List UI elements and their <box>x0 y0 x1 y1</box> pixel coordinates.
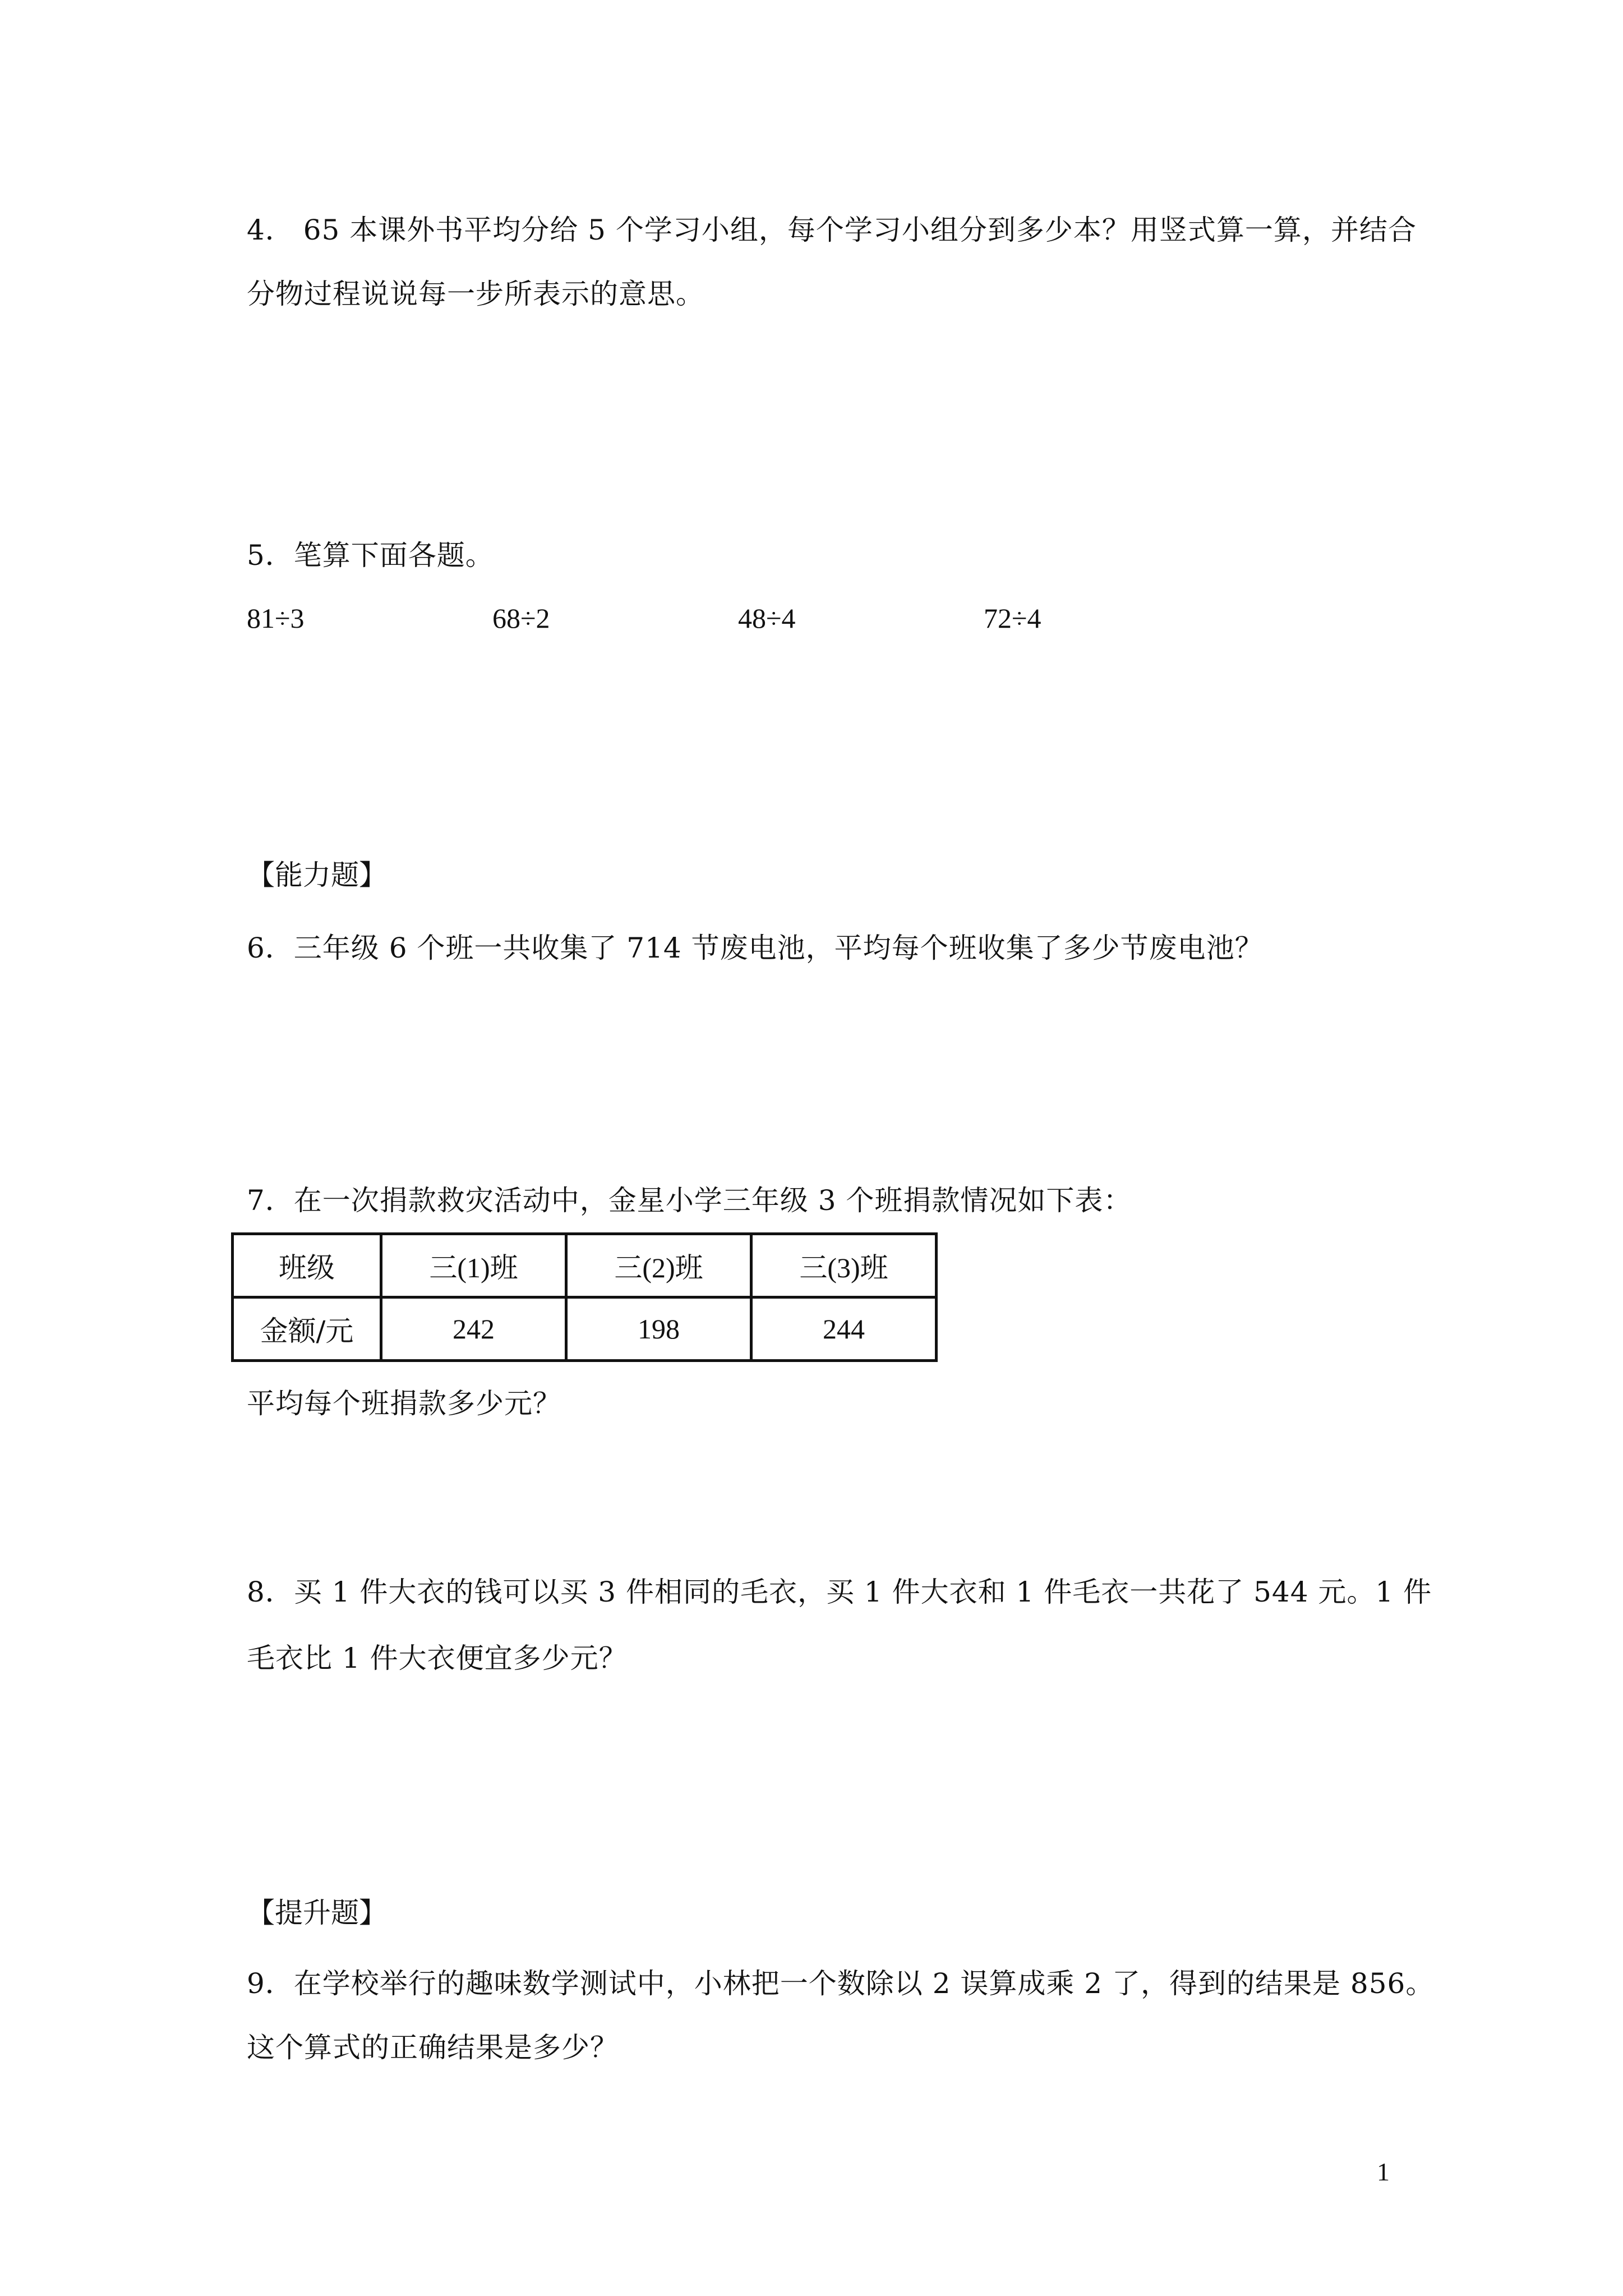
section-advanced-heading: 【提升题】 <box>247 1897 387 1929</box>
donation-table <box>231 1232 938 1362</box>
question-8-line-1: 8．买 1 件大衣的钱可以买 3 件相同的毛衣，买 1 件大衣和 1 件毛衣一共花了 544 元。1 件 <box>247 1576 1432 1608</box>
table-header-row <box>233 1234 937 1297</box>
question-4-line-1: 4． 65 本课外书平均分给 5 个学习小组，每个学习小组分到多少本？用竖式算一算，并结合 <box>247 214 1417 246</box>
question-9-line-2: 这个算式的正确结果是多少？ <box>247 2031 619 2064</box>
question-5-title: 5．笔算下面各题。 <box>247 539 494 572</box>
question-9-line-1: 9．在学校举行的趣味数学测试中，小林把一个数除以 2 误算成乘 2 了，得到的结果是 856。 <box>247 1967 1435 2000</box>
question-7-title: 7．在一次捐款救灾活动中，金星小学三年级 3 个班捐款情况如下表： <box>247 1184 1132 1217</box>
division-expression-4: 72÷4 <box>984 602 1041 634</box>
question-7-question: 平均每个班捐款多少元？ <box>247 1387 561 1420</box>
question-6-text: 6．三年级 6 个班一共收集了 714 节废电池，平均每个班收集了多少节废电池？ <box>247 932 1264 964</box>
question-4-line-2: 分物过程说说每一步所表示的意思。 <box>247 278 704 310</box>
table-header-cell: 班级 <box>233 1234 381 1297</box>
table-cell: 金额/元 <box>233 1297 381 1361</box>
question-8-line-2: 毛衣比 1 件大衣便宜多少元？ <box>247 1642 628 1674</box>
table-header-cell: 三(1)班 <box>381 1234 566 1297</box>
table-header-cell: 三(2)班 <box>566 1234 751 1297</box>
table-cell: 242 <box>381 1297 566 1361</box>
division-expression-2: 68÷2 <box>492 602 550 634</box>
table-header-cell: 三(3)班 <box>751 1234 937 1297</box>
division-expression-3: 48÷4 <box>738 602 796 634</box>
table-row <box>233 1297 937 1361</box>
table-cell: 198 <box>566 1297 751 1361</box>
table-cell: 244 <box>751 1297 937 1361</box>
section-ability-heading: 【能力题】 <box>247 859 387 891</box>
division-expression-1: 81÷3 <box>247 602 305 634</box>
page-number: 1 <box>1377 2157 1390 2186</box>
